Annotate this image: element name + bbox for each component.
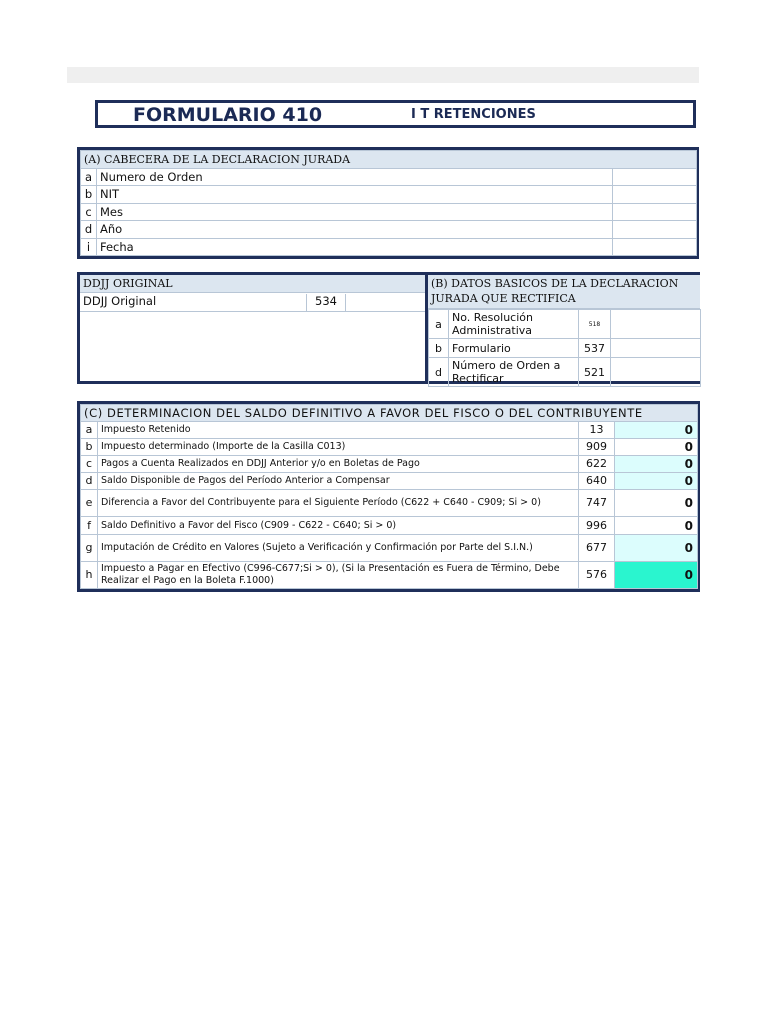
row-label: Diferencia a Favor del Contribuyente para el Siguiente Período (C622 + C640 - C909; Si > 0) — [98, 490, 579, 517]
row-letter: d — [81, 473, 98, 490]
table-row — [81, 562, 698, 589]
ddjj-original-row — [80, 293, 427, 312]
row-label: Impuesto determinado (Importe de la Casilla C013) — [98, 439, 579, 456]
table-row — [429, 310, 701, 339]
mes-field[interactable] — [613, 203, 697, 221]
table-row — [429, 358, 701, 387]
section-b — [425, 272, 700, 384]
form-subtitle: I T RETENCIONES — [411, 107, 536, 122]
saldo-definitivo-value: 0 — [615, 517, 698, 535]
table-row — [81, 517, 698, 535]
numero-orden-field[interactable] — [613, 168, 697, 186]
row-letter: b — [81, 186, 97, 204]
row-letter: b — [429, 339, 449, 358]
ddjj-original-section — [77, 272, 427, 384]
table-row — [81, 439, 698, 456]
imputacion-credito-value[interactable]: 0 — [615, 535, 698, 562]
resolucion-field[interactable] — [611, 310, 701, 339]
section-a — [77, 147, 699, 259]
row-code: 576 — [579, 562, 615, 589]
table-row — [81, 490, 698, 517]
impuesto-pagar-value: 0 — [615, 562, 698, 589]
impuesto-retenido-value[interactable]: 0 — [615, 422, 698, 439]
table-row — [81, 168, 697, 186]
section-a-table — [80, 150, 697, 256]
row-letter: i — [81, 238, 97, 256]
table-row — [81, 238, 697, 256]
row-letter: d — [429, 358, 449, 387]
section-b-title: (B) DATOS BASICOS DE LA DECLARACION JURADA QUE RECTIFICA — [428, 275, 700, 309]
section-c — [77, 401, 700, 592]
row-code: 13 — [579, 422, 615, 439]
section-c-title: (C) DETERMINACION DEL SALDO DEFINITIVO A FAVOR DEL FISCO O DEL CONTRIBUYENTE — [81, 405, 698, 422]
row-label: Saldo Disponible de Pagos del Período Anterior a Compensar — [98, 473, 579, 490]
row-code: 518 — [579, 310, 611, 339]
impuesto-determinado-value: 0 — [615, 439, 698, 456]
row-label: Formulario — [449, 339, 579, 358]
table-row — [81, 473, 698, 490]
row-letter: c — [81, 203, 97, 221]
row-label: No. Resolución Administrativa — [449, 310, 579, 339]
row-letter: c — [81, 456, 98, 473]
fecha-field[interactable] — [613, 238, 697, 256]
row-letter: d — [81, 221, 97, 239]
saldo-disponible-value[interactable]: 0 — [615, 473, 698, 490]
row-label: Año — [97, 221, 613, 239]
pagos-cuenta-value[interactable]: 0 — [615, 456, 698, 473]
section-b-table — [428, 309, 701, 387]
ddjj-original-code: 534 — [306, 294, 346, 311]
row-letter: b — [81, 439, 98, 456]
ddjj-original-label: DDJJ Original — [83, 294, 157, 308]
row-code: 521 — [579, 358, 611, 387]
row-label: Saldo Definitivo a Favor del Fisco (C909 - C622 - C640; Si > 0) — [98, 517, 579, 535]
row-letter: a — [81, 168, 97, 186]
formulario-field[interactable] — [611, 339, 701, 358]
top-band — [67, 67, 699, 83]
table-row — [81, 221, 697, 239]
row-label: Impuesto a Pagar en Efectivo (C996-C677;Si > 0), (Si la Presentación es Fuera de Término, Debe Realizar el Pago en la Boleta F.1000) — [98, 562, 579, 589]
row-label: Fecha — [97, 238, 613, 256]
form-title-box — [95, 100, 696, 128]
row-label: Imputación de Crédito en Valores (Sujeto a Verificación y Confirmación por Parte del S.I.N.) — [98, 535, 579, 562]
table-row — [81, 186, 697, 204]
row-label: Impuesto Retenido — [98, 422, 579, 439]
row-code: 640 — [579, 473, 615, 490]
nit-field[interactable] — [613, 186, 697, 204]
row-letter: e — [81, 490, 98, 517]
row-letter: a — [81, 422, 98, 439]
row-code: 909 — [579, 439, 615, 456]
table-row — [81, 535, 698, 562]
anio-field[interactable] — [613, 221, 697, 239]
row-letter: g — [81, 535, 98, 562]
ddjj-original-title: DDJJ ORIGINAL — [80, 275, 427, 293]
form-title: FORMULARIO 410 — [133, 104, 323, 126]
table-row — [429, 339, 701, 358]
section-a-title: (A) CABECERA DE LA DECLARACION JURADA — [81, 151, 697, 169]
row-letter: h — [81, 562, 98, 589]
row-label: Numero de Orden — [97, 168, 613, 186]
row-code: 747 — [579, 490, 615, 517]
table-row — [81, 422, 698, 439]
orden-rectificar-field[interactable] — [611, 358, 701, 387]
row-letter: f — [81, 517, 98, 535]
row-label: Mes — [97, 203, 613, 221]
row-code: 677 — [579, 535, 615, 562]
row-letter: a — [429, 310, 449, 339]
row-label: Pagos a Cuenta Realizados en DDJJ Anterior y/o en Boletas de Pago — [98, 456, 579, 473]
section-c-table — [80, 404, 698, 589]
row-code: 537 — [579, 339, 611, 358]
diferencia-favor-value: 0 — [615, 490, 698, 517]
row-code: 622 — [579, 456, 615, 473]
row-label: Número de Orden a Rectificar — [449, 358, 579, 387]
table-row — [81, 203, 697, 221]
row-code: 996 — [579, 517, 615, 535]
table-row — [81, 456, 698, 473]
row-label: NIT — [97, 186, 613, 204]
